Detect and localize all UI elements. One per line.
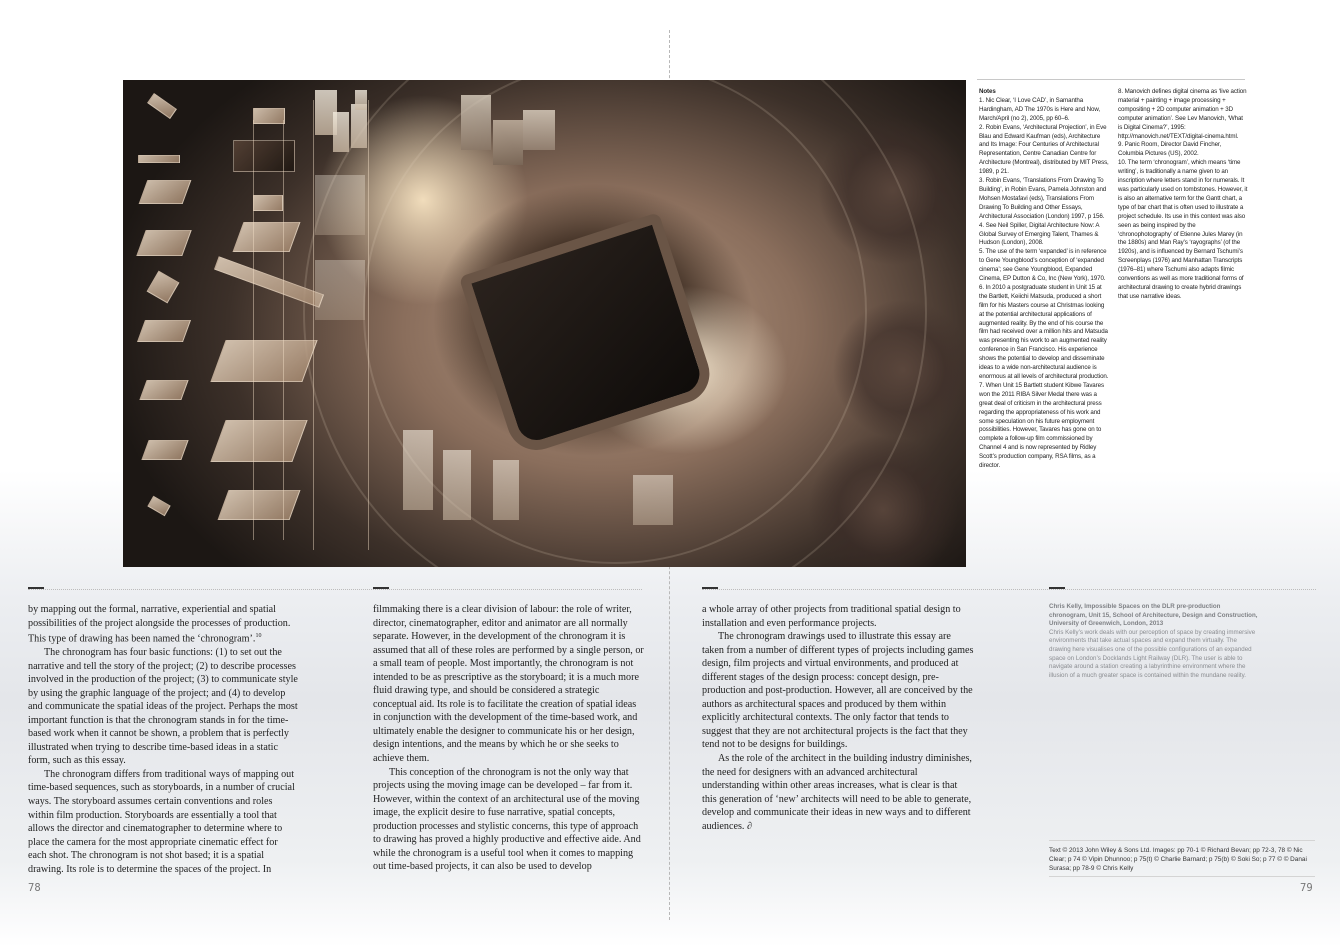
art-element (233, 222, 301, 252)
column-dash (702, 587, 718, 589)
credits-rule (1049, 840, 1315, 841)
art-element (253, 108, 285, 124)
footnote-ref[interactable]: 10 (255, 633, 262, 640)
art-tower (461, 95, 491, 150)
art-tower (333, 112, 349, 152)
note-2: 2. Robin Evans, ‘Architectural Projection’, in Eve Blau and Edward Kaufman (eds), Architecture and Its Image: Four Centuries of Architectural Representation, Centre Canadian Centre for Architecture (Montreal), distributed by MIT Press, 1989, p 21. (979, 123, 1109, 176)
body-column-2 (373, 603, 645, 874)
chronogram-artwork (123, 80, 966, 567)
art-tower (403, 430, 433, 510)
paragraph-text: As the role of the architect in the building industry diminishes, the need for designers with an advanced architectural understanding within other areas increases, what is clear is that this generation of ‘new’ architects will need to be able to generate, develop and communicate their ideas in new ways and to different audiences. (702, 753, 972, 832)
column-dash (1049, 587, 1065, 589)
note-3: 3. Robin Evans, ‘Translations From Drawing To Building’, in Robin Evans, Pamela Johnston and Mohsen Mostafavi (eds), Translations From Drawing To Building and Other Essays, Architectural Association (London) 1997, p 156. (979, 177, 1107, 220)
body-paragraph: The chronogram differs from traditional ways of mapping out time-based sequences, such as storyboards, in a number of crucial ways. The storyboard assumes certain conventions and roles within film production. Storyboards are essentially a tool that allows the director and cinematographer to determine where to place the camera for the most appropriate cinematic effect for each shot. The chronogram is not shot based; it is a spatial drawing. Its role is to determine the spaces of the project. In (28, 768, 295, 875)
body-paragraph: filmmaking there is a clear division of labour: the role of writer, director, cinematographer, editor and animator are all normally separate. However, in the development of the chronogram it is assumed that all of these roles are performed by a single person, or a small team of people. Most importantly, the chronogram is not intended to be as prescriptive as the storyboard; it is a much more fluid drawing type, and should be considered a strategic conceptual aid. Its role is to facilitate the creation of spatial ideas in conjunction with the development of the time-based work, and ultimately enable the designer to communicate his or her design, design intentions, and the means by which he or she seeks to achieve them. (373, 604, 644, 765)
art-tower (315, 175, 365, 235)
art-element (218, 490, 301, 520)
column-rule (28, 589, 642, 590)
note-10: 10. The term ‘chronogram’, which means ‘time writing’, is traditionally a name given to an inscription where letters stand in for numerals. It was particularly used on tombstones. However, it is also an alternative term for the Gantt chart, a type of bar chart that is often used to illustrate a project schedule. Its use in this context was also seen as being inspired by the ‘chronophotography’ of Etienne Jules Marey (in the 1880s) and Man Ray’s ‘rayographs’ (of the 1920s), and is influenced by Bernard Tschumi’s Screenplays (1976) and Manhattan Transcripts (1976–81) where Tschumi also adapts filmic conventions as well as more traditional forms of architectural drawing to create hybrid drawings that use narrative ideas. (1118, 159, 1248, 300)
art-element (147, 496, 170, 516)
notes-rule (977, 79, 1245, 80)
art-tower (523, 110, 555, 150)
art-tower (493, 120, 523, 165)
art-element (147, 271, 180, 304)
notes-title: Notes (979, 88, 996, 95)
column-rule (702, 589, 1316, 590)
body-column-1 (28, 603, 298, 876)
art-element (138, 155, 180, 163)
art-tower (443, 450, 471, 520)
paragraph-text: by mapping out the formal, narrative, experiential and spatial possibilities of the project alongside the processes of production. This type of drawing has been named the ‘chronogram’. (28, 604, 291, 645)
caption-text: Chris Kelly’s work deals with our perception of space by creating immersive environments that take actual spaces and expand them virtually. The drawing here visualises one of the possible configurations of an expanded space on London’s Docklands Light Railway (DLR). The user is able to navigate around a station creating a labyrinthine environment where the illusion of a much greater space is contained within the mundane reality. (1049, 628, 1256, 679)
art-element (210, 420, 307, 462)
note-5: 5. The use of the term ‘expanded’ is in reference to Gene Youngblood’s conception of ‘expanded cinema’; see Gene Youngblood, Expanded Cinema, EP Dutton & Co, Inc (New York), 1970. (979, 248, 1107, 283)
art-element (210, 340, 317, 382)
note-6: 6. In 2010 a postgraduate student in Unit 15 at the Bartlett, Keiichi Matsuda, produced a short film for his Masters course at Christmas looking at the potential architectural applications of augmented reality. By the end of his course the film had received over a million hits and Matsuda was presenting his work to an augmented reality conference in San Francisco. His experience shows the potential to develop and disseminate ideas to a wide non-architectural audience is enormous at all levels of architectural production. (979, 283, 1109, 380)
art-element (139, 380, 188, 400)
art-element (253, 195, 283, 211)
art-tower (315, 260, 365, 320)
page-number-right: 79 (1300, 882, 1313, 894)
art-element (233, 140, 295, 172)
body-paragraph: a whole array of other projects from traditional spatial design to installation and even performance projects. (702, 604, 961, 629)
body-paragraph (28, 603, 298, 646)
column-dash (373, 587, 389, 589)
credits-rule (1049, 876, 1315, 877)
body-paragraph (702, 752, 974, 833)
art-element (137, 320, 191, 342)
body-paragraph: The chronogram has four basic functions: (1) to set out the narrative and tell the story of the project; (2) to describe processes involved in the production of the project; (3) to communicate style by using the graphic language of the project; and (4) to develop and communicate the spatial ideas of the project. Perhaps the most important function is that the chronogram stands in for the time-based work when it cannot be shown, a problem that is perfectly illustrated when trying to describe time-based ideas in a static form, such as this essay. (28, 647, 298, 767)
art-element (147, 93, 177, 119)
note-8: 8. Manovich defines digital cinema as ‘live action material + painting + image processing + compositing + 2D computer animation + 3D computer animation’. See Lev Manovich, ‘What is Digital Cinema?’, 1995: http://manovich.net/TEXT/digital-cinema.html. (1118, 88, 1247, 140)
art-line (283, 120, 284, 540)
notes-left-column (979, 88, 1109, 471)
art-tower (355, 90, 367, 110)
art-element (136, 230, 191, 256)
note-4: 4. See Neil Spiller, Digital Architecture Now: A Global Survey of Emerging Talent, Thames & Hudson (London), 2008. (979, 221, 1100, 247)
column-dash (28, 587, 44, 589)
end-mark-icon: ∂ (746, 820, 752, 832)
note-1: 1. Nic Clear, ‘I Love CAD’, in Samantha Hardingham, AD The 1970s is Here and Now, March/April (no 2), 2005, pp 60–6. (979, 96, 1100, 122)
image-credits: Text © 2013 John Wiley & Sons Ltd. Images: pp 70-1 © Richard Bevan; pp 72-3, 78 © Nic Clear; p 74 © Vipin Dhunnoo; p 75(t) © Charlie Barnard; p 75(b) © Soki So; p 77 © © Danai Surasa; pp 78-9 © Chris Kelly (1049, 847, 1307, 873)
caption-title: Chris Kelly, Impossible Spaces on the DLR pre-production chronogram, Unit 15, School of Architecture, Design and Construction, University of Greenwich, London, 2013 (1049, 603, 1258, 628)
body-paragraph: This conception of the chronogram is not the only way that projects using the moving image can be developed – far from it. However, within the context of an architectural use of the moving image, the explicit desire to fuse narrative, spatial concepts, production processes and stylistic concerns, this type of approach to drawing has proved a highly productive and effective aide. And while the chronogram is a useful tool when it comes to mapping out time-based projects, it can also be used to develop (373, 766, 641, 873)
body-column-3 (702, 603, 974, 833)
page-number-left: 78 (28, 882, 41, 894)
art-line (253, 120, 254, 540)
image-caption (1049, 603, 1259, 680)
art-line (313, 100, 314, 550)
note-9: 9. Panic Room, Director David Fincher, Columbia Pictures (US), 2002. (1118, 141, 1222, 158)
note-7: 7. When Unit 15 Bartlett student Kibwe Tavares won the 2011 RIBA Silver Medal there was a great deal of criticism in the architectural press regarding the appropriateness of his work and some speculation on his future employment possibilities. However, Tavares has gone on to complete a follow-up film commissioned by Channel 4 and is now represented by Ridley Scott’s production company, RSA films, as a director. (979, 381, 1104, 470)
art-tower (633, 475, 673, 525)
notes-right-column (1118, 88, 1248, 302)
art-line (368, 100, 369, 550)
art-element (139, 180, 192, 204)
art-tower (351, 104, 367, 148)
art-element (141, 440, 188, 460)
art-tower (493, 460, 519, 520)
body-paragraph: The chronogram drawings used to illustrate this essay are taken from a number of different types of projects including games design, film projects and virtual environments, and produced at different stages of the design process: concept design, pre-production and post-production. However, all are conceived by the authors as architectural spaces and produced by them within explicitly architectural contexts. The only factor that tends to suggest that they are not architectural projects is the fact that they tend not to be designs for buildings. (702, 631, 974, 751)
